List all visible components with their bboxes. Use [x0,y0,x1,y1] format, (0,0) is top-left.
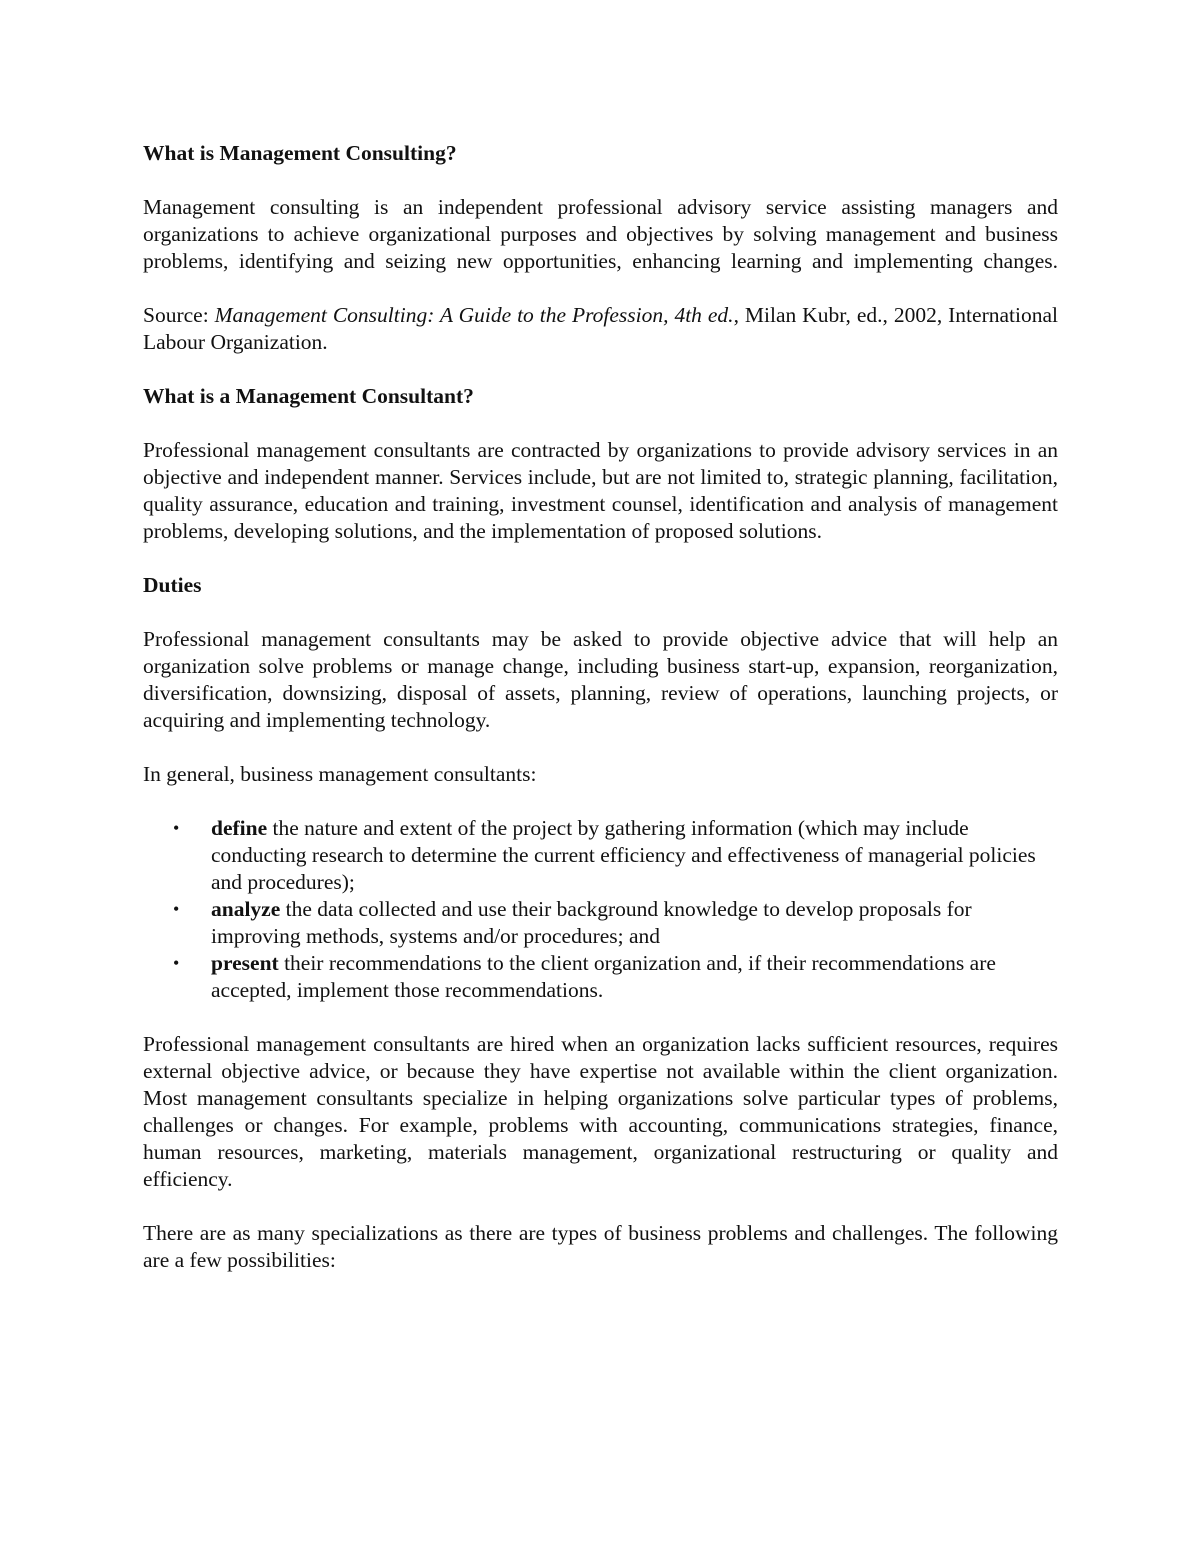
bullet-icon: • [173,953,180,973]
consultant-description-paragraph: Professional management consultants are contracted by organizations to provide advisory services in an objective and independent manner. Services include, but are not limited to, strategic planning, facilitation, quality assurance, education and training, investment counsel, identification and analysis of management problems, developing solutions, and the implementation of proposed solutions. [143,438,1058,543]
heading-what-is-a-management-consultant: What is a Management Consultant? [143,384,474,408]
list-item-text: the data collected and use their background knowledge to develop proposals for improving methods, systems and/or procedures; and [211,897,972,948]
list-item-term: analyze [211,897,281,921]
list-item-text: their recommendations to the client organization and, if their recommendations are accepted, implement those recommendations. [211,951,996,1002]
definition-paragraph [143,194,1058,275]
list-item [173,896,1058,950]
heading-duties: Duties [143,573,202,597]
source-details: , Milan Kubr, ed., 2002, International Labour Organization. [143,303,1058,354]
specializations-paragraph: There are as many specializations as there are types of business problems and challenges. The following are a few possibilities: [143,1221,1058,1272]
source-book-title: Management Consulting: A Guide to the Profession, 4th ed. [214,303,734,327]
list-item [173,815,1058,896]
list-item [173,950,1058,1004]
list-item-term: present [211,951,279,975]
bullet-icon: • [173,818,180,838]
definition-text: Management consulting is an independent professional advisory service assisting managers and organizations to achieve organizational purposes and objectives by solving management and business problems, identifying and seizing new opportunities, enhancing learning and implementing [143,195,1058,273]
definition-end-word: changes. [983,249,1058,273]
list-item-text: the nature and extent of the project by gathering information (which may include conducting research to determine the current efficiency and effectiveness of managerial policies and procedures); [211,816,1036,894]
source-label: Source: [143,303,215,327]
heading-what-is-management-consulting: What is Management Consulting? [143,141,457,165]
hiring-reasons-paragraph: Professional management consultants are hired when an organization lacks sufficient resources, requires external objective advice, or because they have expertise not available within the client organization. Most management consultants specialize in helping organizations solve particular types of problems, challenges or changes. For example, problems with accounting, communications strategies, finance, human resources, marketing, materials management, organizational restructuring or quality and efficiency. [143,1032,1058,1191]
duties-list [143,815,1058,1004]
duties-paragraph: Professional management consultants may be asked to provide objective advice that will help an organization solve problems or manage change, including business start-up, expansion, reorganization, diversification, downsizing, disposal of assets, planning, review of operations, launching projects, or acquiring and implementing technology. [143,627,1058,732]
list-item-term: define [211,816,268,840]
document-page [143,140,1058,1301]
source-citation [143,302,1058,356]
bullet-icon: • [173,899,180,919]
duties-intro: In general, business management consultants: [143,762,537,786]
